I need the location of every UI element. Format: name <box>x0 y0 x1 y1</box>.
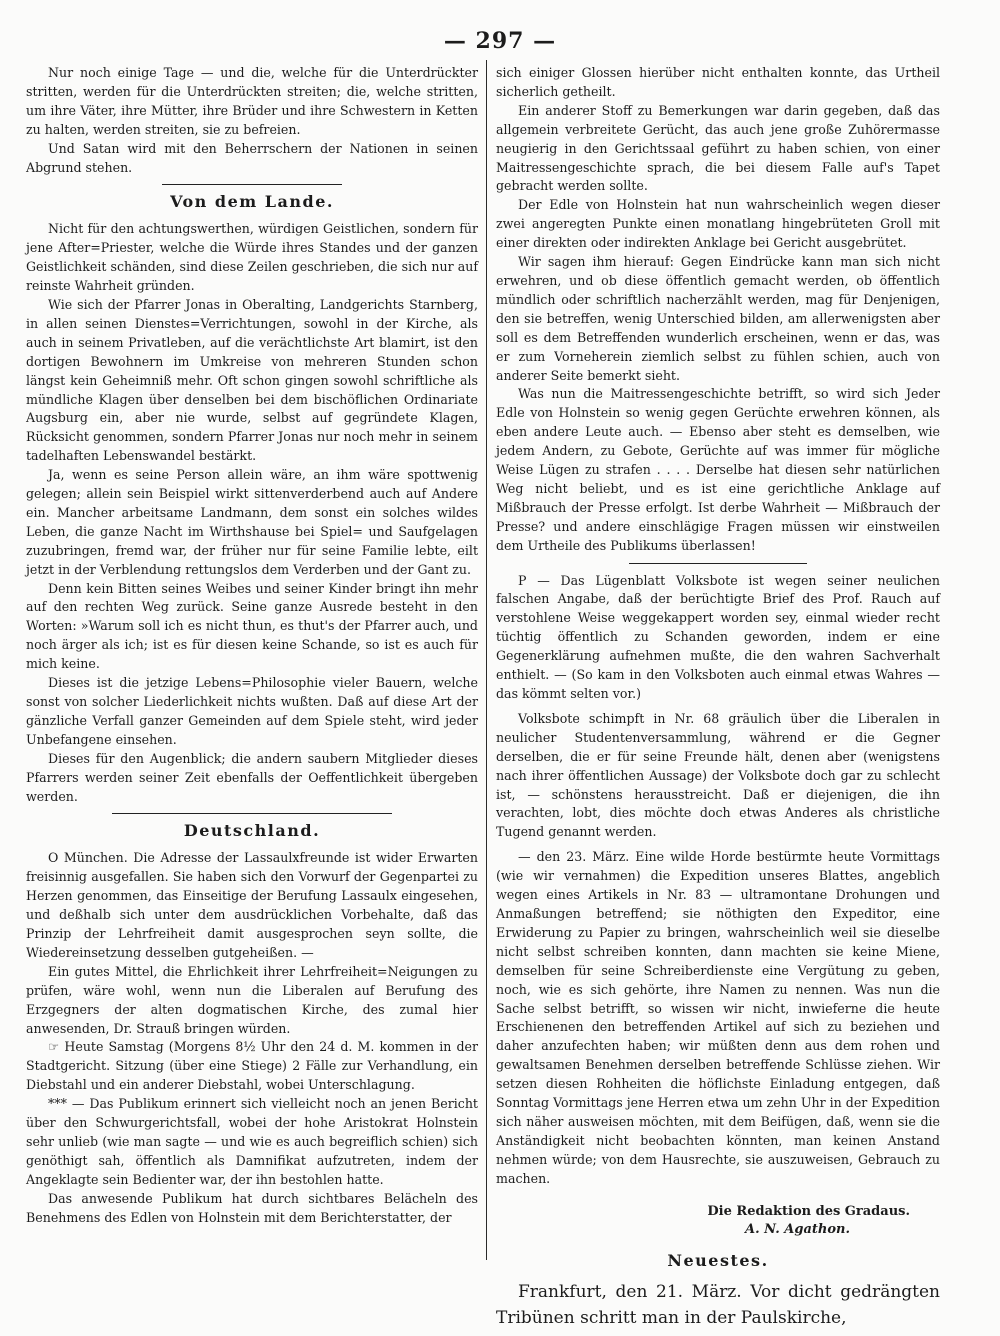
article-paragraph: Ja, wenn es seine Person allein wäre, an ihm wäre spottwenig gelegen; allein sein Beispiel wirkt sittenverderbend auch auf Andere ein. Mancher arbeitsame Landmann, dem sonst ein solches wildes Leben, die ganze Nacht im Wirthshause bei Spiel= und Saufgelagen zuzubringen, fremd war, der früher nur für seine Familie lebte, eilt jetzt in der Verblendung rettungslos dem Verderben und der Gant zu. <box>26 467 478 577</box>
page-number: — 297 — <box>443 28 557 54</box>
column-rule <box>486 60 487 1260</box>
article-paragraph: Nicht für den achtungswerthen, würdigen Geistlichen, sondern für jene After=Priester, welche die Würde ihres Standes und der ganzen Geistlichkeit schänden, sind diese Zeilen geschrieben, die sich nur auf reinste Wahrheit gründen. <box>26 221 478 294</box>
article-paragraph: P — Das Lügenblatt Volksbote ist wegen seiner neulichen falschen Angabe, daß der berüchtigte Brief des Prof. Rauch auf verstohlene Weise weggekappert worden sey, einmal wieder recht tüchtig öffentlich zu Schanden geworden, indem er eine Gegenerklärung aufnehmen mußte, die den wahren Sachverhalt enthielt. — (So kam in den Volksboten auch einmal etwas Wahres — das kömmt selten vor.) <box>496 572 940 701</box>
article-paragraph: Der Edle von Holnstein hat nun wahrscheinlich wegen dieser zwei angeregten Punkte einen monatlang hingebrüteten Groll mit einer direkten oder indirekten Anklage bei Gericht ausgebrütet. <box>496 197 940 251</box>
article-paragraph: Wir sagen ihm hierauf: Gegen Eindrücke kann man sich nicht erwehren, und ob diese öffentlich gemacht werden, ob öffentlich mündlich oder schriftlich nacherzählt werden, mag für Denjenigen, den sie betreffen, wenig Unterschied bilden, am allerwenigsten aber soll es dem Betreffenden wunderlich erscheinen, wenn er das, was er zum Vorneherein ziemlich selbst zu fühlen schien, auch von anderer Seite bemerkt sieht. <box>496 254 940 383</box>
poem-paragraph: Nur noch einige Tage — und die, welche für die Unterdrückter stritten, werden für die Unterdrückten streiten; die, welche stritten, um ihre Väter, ihre Mütter, ihre Brüder und ihre Schwestern in Ketten zu halten, werden streiten, sie zu befreien. <box>26 65 478 137</box>
article-paragraph: sich einiger Glossen hierüber nicht enthalten konnte, das Urtheil sicherlich getheilt. <box>496 65 940 99</box>
signature-line-1: Die Redaktion des Gradaus. <box>707 1203 910 1219</box>
article-paragraph: Ein anderer Stoff zu Bemerkungen war darin gegeben, daß das allgemein verbreitete Gerücht, das auch jene große Zuhörermasse neugierig in den Gerichtssaal geführt zu haben schien, von einer Maitressengeschichte sprach, die bei diesem Falle auf's Tapet gebracht werden sollte. <box>496 102 940 194</box>
article-paragraph: Volksbote schimpft in Nr. 68 gräulich über die Liberalen in neulicher Studentenversammlung, während er die Gegner derselben, die er für seine Freunde hält, denen aber (wenigstens nach ihrer öffentlichen Aussage) der Volksbote doch gar zu schlecht ist, — schönstens herausstreicht. Daß er diejenigen, die ihn verachten, lobt, dies möchte doch etwas Anderes als christliche Tugend genannt werden. <box>496 710 940 840</box>
article-paragraph: — den 23. März. Eine wilde Horde bestürmte heute Vormittags (wie wir vernahmen) die Expedition unseres Blattes, angeblich wegen eines Artikels in Nr. 83 — ultramontane Drohungen und Anmaßungen betreffend; sie nöthigten den Expeditor, eine Erwiderung zu Papier zu bringen, wahrscheinlich weil sie dieselbe nicht selbst schreiben konnten, dann machten sie keine Miene, demselben für seine Schreiberdienste eine Vergütung zu geben, noch, wie es sich gehörte, ihre Namen zu nennen. Was nun die Sache selbst betrifft, so wissen wir nicht, inwieferne die heute Erschienenen den betreffenden Artikel auf sich zu beziehen und daher anzufechten haben; wir müßten denn aus dem rohen und gewaltsamen Benehmen derselben betreffende Schlüsse ziehen. Wir setzen diesen Rohheiten die höflichste Einladung entgegen, daß Sonntag Vormittags jene Herren etwa um zehn Uhr in der Expedition sich näher ausweisen möchten, mit dem Beifügen, daß, wenn sie die Anständigkeit nicht beobachten könnten, man keinen Anstand nehmen würde; von dem Hausrechte, sie auszuweisen, Gebrauch zu machen. <box>496 849 940 1186</box>
section-divider <box>112 813 392 814</box>
section-divider <box>629 563 807 564</box>
poem-paragraph: Und Satan wird mit den Beherrschern der Nationen in seinen Abgrund stehen. <box>26 140 478 175</box>
section-heading-newest: Neuestes. <box>667 1251 769 1271</box>
right-column <box>496 64 940 1331</box>
section-heading-land: Von dem Lande. <box>170 192 334 212</box>
article-paragraph: O München. Die Adresse der Lassaulxfreunde ist wider Erwarten freisinnig ausgefallen. Sie haben sich den Vorwurf der Gegenpartei zu Herzen genommen, das Einseitige der Berufung Lassaulx eingesehen, und deßhalb sich unter dem ausdrücklichen Vorbehalte, daß das Prinzip der Lehrfreiheit damit ausgesprochen seyn sollte, die Wiedereinsetzung desselben gutgeheißen. — <box>26 850 478 960</box>
article-paragraph: Dieses ist die jetzige Lebens=Philosophie vieler Bauern, welche sonst von solcher Liederlichkeit nichts wußten. Daß auf diese Art der gänzliche Verfall ganzer Gemeinden auf dem Spiele steht, wird jeder Unbefangene einsehen. <box>26 675 478 747</box>
article-paragraph: *** — Das Publikum erinnert sich vielleicht noch an jenen Bericht über den Schwurgerichtsfall, wobei der hohe Aristokrat Holnstein sehr unlieb (wie man sagte — und wie es auch begreiflich schien) sich genöthigt sah, öffentlich als Damnifikat aufzutreten, indem der Angeklagte sein Bedienter war, der ihn bestohlen hatte. <box>26 1096 478 1187</box>
article-paragraph: Das anwesende Publikum hat durch sichtbares Belächeln des Benehmens des Edlen von Holnstein mit dem Berichterstatter, der <box>26 1190 478 1225</box>
article-paragraph: Wie sich der Pfarrer Jonas in Oberalting, Landgerichts Starnberg, in allen seinen Dienstes=Verrichtungen, sowohl in der Kirche, als auch in seinem Privatleben, auf die verächtlichste Art blamirt, ist den dortigen Bewohnern im Umkreise von mehreren Stunden schon längst kein Geheimniß mehr. Oft schon gingen sowohl schriftliche als mündliche Klagen über denselben bei dem bischöflichen Ordinariate Augsburg ein, aber nie wurde, selbst auf gegründete Klagen, Rücksicht genommen, sondern Pfarrer Jonas nur noch mehr in seinem tadelhaften Lebenswandel bestärkt. <box>26 296 478 464</box>
section-heading-deutschland: Deutschland. <box>183 821 321 841</box>
article-paragraph: ☞ Heute Samstag (Morgens 8½ Uhr den 24 d. M. kommen in der Stadtgericht. Sitzung (über eine Stiege) 2 Fälle zur Verhandlung, ein Diebstahl und ein anderer Diebstahl, wobei Unterschlagung. <box>26 1039 478 1093</box>
article-paragraph: Denn kein Bitten seines Weibes und seiner Kinder bringt ihn mehr auf den rechten Weg zurück. Seine ganze Ausrede besteht in den Worten: »Warum soll ich es nicht thun, es thut's der Pfarrer auch, und noch ärger als ich; ist es für diesen keine Schande, so ist es auch für mich keine. <box>26 580 478 672</box>
left-column <box>26 64 478 1227</box>
section-divider <box>162 184 343 185</box>
signature-line-2: A. N. Agathon. <box>745 1222 850 1238</box>
article-paragraph: Dieses für den Augenblick; die andern saubern Mitglieder dieses Pfarrers werden seiner Zeit ebenfalls der Oeffentlichkeit übergeben werden. <box>26 750 478 804</box>
article-paragraph: Was nun die Maitressengeschichte betrifft, so wird sich Jeder Edle von Holnstein so wenig gegen Gerüchte erwehren können, als eben andere Leute auch. — Ebenso aber steht es demselben, wie jedem Andern, zu Gebote, Gerüchte auf was immer für mögliche Weise Lügen zu strafen . . . . Derselbe hat diesen sehr natürlichen Weg nicht beliebt, und es ist eine gerichtliche Anklage auf Mißbrauch der Presse erfolgt. Ist derbe Wahrheit — Mißbrauch der Presse? und andere einschlägige Fragen müssen wir einstweilen dem Urtheile des Publikums überlassen! <box>496 386 940 553</box>
newest-paragraph: Frankfurt, den 21. März. Vor dicht gedrängten Tribünen schritt man in der Paulskirche, <box>496 1282 940 1329</box>
editorial-signature <box>496 1203 940 1241</box>
article-paragraph: Ein gutes Mittel, die Ehrlichkeit ihrer Lehrfreiheit=Neigungen zu prüfen, wäre wohl, wenn nun die Liberalen auf Berufung des Erzgegners der alten dogmatischen Kirche, des zumal hier anwesenden, Dr. Strauß bringen würden. <box>26 963 478 1036</box>
